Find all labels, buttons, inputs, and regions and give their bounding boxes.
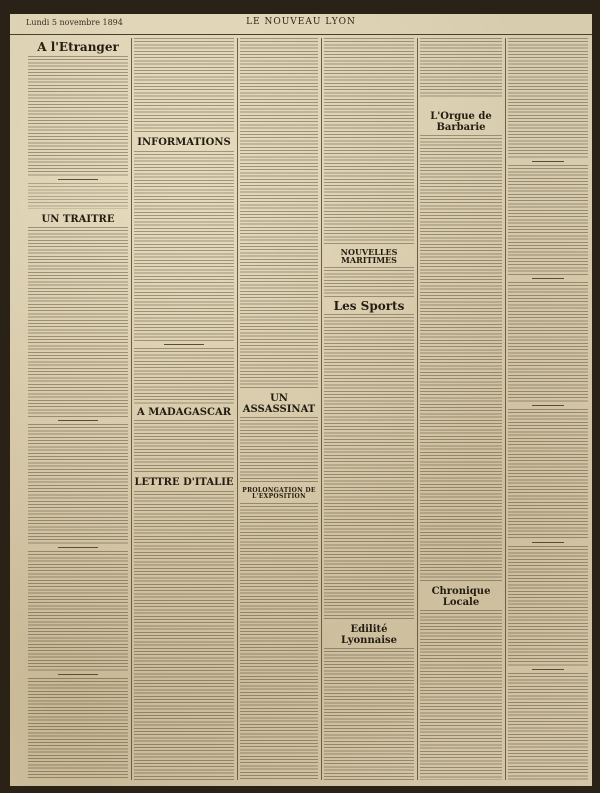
column-4 <box>324 38 414 780</box>
article-text <box>420 38 502 98</box>
newspaper-title: LE NOUVEAU LYON <box>246 17 356 27</box>
heading-orgue: L'Orgue de Barbarie <box>430 111 492 133</box>
article-text <box>28 183 128 209</box>
divider <box>532 669 564 670</box>
divider <box>58 547 98 548</box>
column-rule <box>417 38 418 780</box>
column-6 <box>508 38 588 780</box>
heading-assassinat: UN ASSASSINAT <box>242 393 316 415</box>
divider <box>532 405 564 406</box>
divider <box>58 420 98 421</box>
article-text <box>28 227 128 417</box>
divider <box>58 179 98 180</box>
divider <box>532 161 564 162</box>
heading-sports: Les Sports <box>333 298 405 313</box>
article-text <box>134 348 234 404</box>
article-text <box>240 417 318 483</box>
article-text <box>508 165 588 275</box>
article-text <box>134 420 234 472</box>
article-text <box>508 673 588 780</box>
article-text <box>28 424 128 544</box>
heading-informations: INFORMATIONS <box>137 137 231 148</box>
article-text <box>508 409 588 539</box>
heading-italie: LETTRE D'ITALIE <box>134 477 234 488</box>
column-rule <box>131 38 132 780</box>
masthead <box>10 14 592 35</box>
column-5 <box>420 38 502 780</box>
article-text <box>508 38 588 158</box>
divider <box>164 344 204 345</box>
divider <box>58 674 98 675</box>
article-text <box>324 267 414 297</box>
divider <box>532 542 564 543</box>
heading-maritimes: NOUVELLES MARITIMES <box>340 247 398 266</box>
heading-chronique: Chronique Locale <box>431 586 491 608</box>
newspaper-page <box>10 14 592 786</box>
article-text <box>28 678 128 780</box>
heading-edilite: Edilité Lyonnaise <box>341 624 397 646</box>
column-2 <box>134 38 234 780</box>
column-3 <box>240 38 318 780</box>
heading-exposition: PROLONGATION DE L'EXPOSITION <box>242 487 316 501</box>
article-text <box>420 135 502 581</box>
heading-traitre: UN TRAITRE <box>41 213 115 225</box>
article-text <box>134 491 234 781</box>
article-text <box>134 151 234 341</box>
column-rule <box>505 38 506 780</box>
article-text <box>134 38 234 134</box>
article-text <box>420 610 502 780</box>
article-text <box>240 38 318 388</box>
article-text <box>324 648 414 780</box>
article-text <box>508 546 588 666</box>
heading-etranger: A l'Etranger <box>37 40 119 54</box>
article-text <box>324 38 414 244</box>
issue-date: Lundi 5 novembre 1894 <box>26 18 123 27</box>
heading-madagascar: A MADAGASCAR <box>136 406 232 418</box>
column-1 <box>28 38 128 780</box>
article-text <box>324 314 414 620</box>
article-text <box>240 503 318 780</box>
column-rule <box>321 38 322 780</box>
article-text <box>28 551 128 671</box>
divider <box>532 278 564 279</box>
column-rule <box>237 38 238 780</box>
article-text <box>28 56 128 176</box>
article-text <box>508 282 588 402</box>
